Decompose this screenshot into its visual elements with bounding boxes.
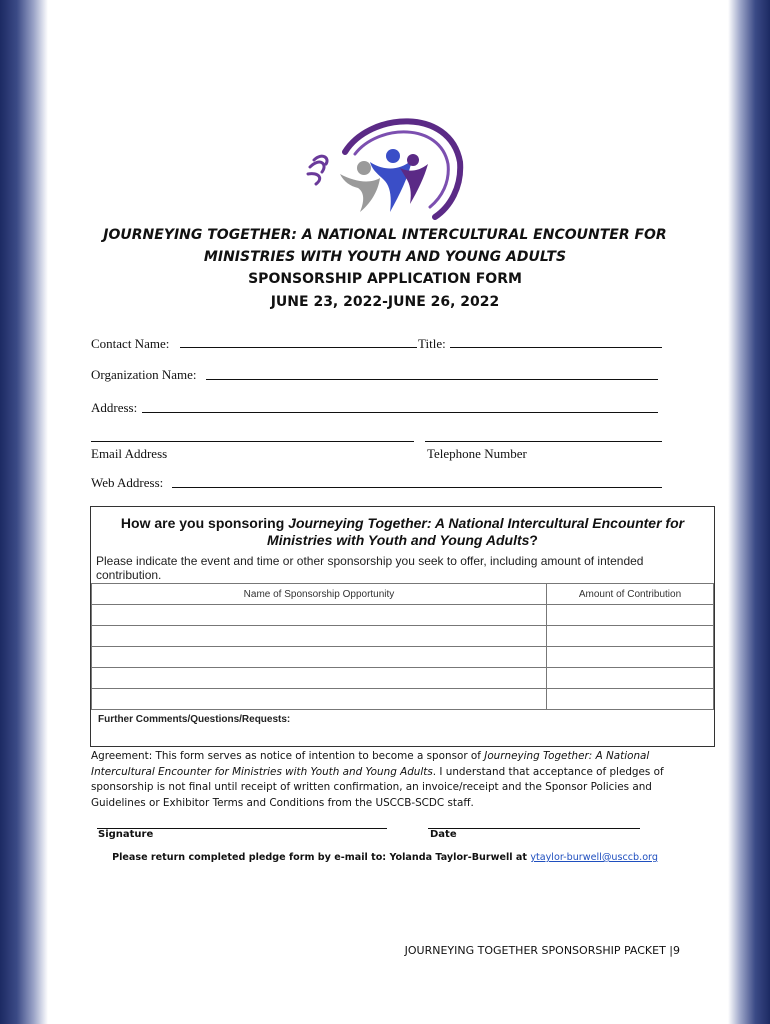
table-header-row: [92, 584, 714, 605]
sponsorship-table: [91, 583, 714, 710]
return-email-link[interactable]: ytaylor-burwell@usccb.org: [530, 852, 658, 863]
sponsorship-question: [91, 515, 714, 549]
agreement-text: [91, 749, 691, 811]
opportunity-cell[interactable]: [92, 689, 547, 710]
signature-label: Signature: [98, 829, 154, 840]
heading-line-3: SPONSORSHIP APPLICATION FORM: [248, 271, 522, 287]
question-prefix: How are you sponsoring: [120, 515, 289, 531]
table-row: [92, 605, 714, 626]
telephone-label: Telephone Number: [427, 446, 527, 461]
contact-name-field[interactable]: [180, 347, 417, 348]
title-label: Title:: [418, 336, 446, 351]
amount-cell[interactable]: [547, 668, 714, 689]
return-instructions: [60, 852, 710, 863]
question-event-name: Journeying Together: A National Intercultural Encounter for Ministries with Youth and Young Adults: [267, 515, 685, 548]
opportunity-cell[interactable]: [92, 626, 547, 647]
sponsorship-box: [90, 506, 715, 747]
date-label: Date: [430, 829, 457, 840]
return-text: Please return completed pledge form by e-mail to: Yolanda Taylor-Burwell at: [112, 852, 531, 863]
email-field[interactable]: [91, 441, 414, 442]
amount-cell[interactable]: [547, 626, 714, 647]
comments-label: Further Comments/Questions/Requests:: [98, 714, 291, 725]
table-row: [92, 689, 714, 710]
amount-cell[interactable]: [547, 605, 714, 626]
amount-cell[interactable]: [547, 689, 714, 710]
page-footer: JOURNEYING TOGETHER SPONSORSHIP PACKET |9: [404, 944, 680, 957]
table-row: [92, 626, 714, 647]
organization-name-label: Organization Name:: [91, 367, 197, 382]
opportunity-cell[interactable]: [92, 668, 547, 689]
table-row: [92, 647, 714, 668]
agreement-suffix: . I understand that acceptance of pledges of sponsorship is not final until receipt of written confirmation, an invoice/receipt and the Sponsor Policies and Guidelines or Exhibitor Terms and Conditions from the USCCB-SCDC staff.: [91, 765, 664, 809]
web-address-field[interactable]: [172, 487, 662, 488]
table-row: [92, 668, 714, 689]
title-field[interactable]: [450, 347, 662, 348]
opportunity-cell[interactable]: [92, 605, 547, 626]
event-logo: [300, 112, 465, 224]
agreement-prefix: Agreement: This form serves as notice of intention to become a sponsor of: [91, 750, 485, 762]
opportunity-cell[interactable]: [92, 647, 547, 668]
question-suffix: ?: [529, 532, 538, 548]
date-field[interactable]: [428, 828, 640, 829]
agreement-event-name: Journeying Together: A National Intercultural Encounter for Ministries with Youth and Young Adults: [91, 750, 650, 778]
left-border-shade: [0, 0, 48, 1024]
email-label: Email Address: [91, 446, 168, 461]
sponsorship-instructions: Please indicate the event and time or other sponsorship you seek to offer, including amount of intended contribution.: [96, 554, 644, 582]
column-header-amount: Amount of Contribution: [547, 584, 714, 605]
right-border-shade: [728, 0, 770, 1024]
organization-name-field[interactable]: [206, 379, 658, 380]
telephone-field[interactable]: [425, 441, 662, 442]
web-address-label: Web Address:: [91, 475, 164, 490]
amount-cell[interactable]: [547, 647, 714, 668]
address-label: Address:: [91, 400, 138, 415]
heading-line-4: JUNE 23, 2022-JUNE 26, 2022: [270, 294, 500, 310]
heading-line-1: JOURNEYING TOGETHER: A NATIONAL INTERCULTURAL ENCOUNTER FOR: [103, 227, 667, 243]
heading-line-2: MINISTRIES WITH YOUTH AND YOUNG ADULTS: [203, 249, 567, 265]
column-header-opportunity: Name of Sponsorship Opportunity: [92, 584, 547, 605]
address-field[interactable]: [142, 412, 658, 413]
contact-name-label: Contact Name:: [91, 336, 170, 351]
